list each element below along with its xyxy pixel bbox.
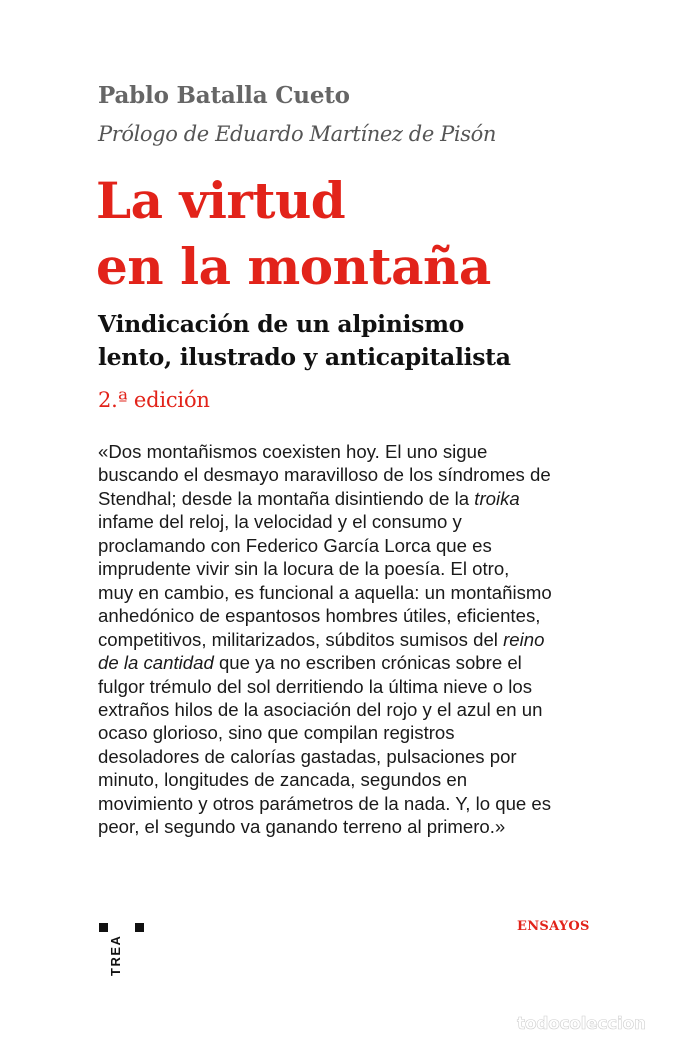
quote-line: buscando el desmayo maravilloso de los síndromes de	[98, 464, 551, 486]
quote-line: imprudente vivir sin la locura de la poesía. El otro,	[98, 558, 510, 580]
logo-square-icon	[99, 923, 108, 932]
quote-line	[98, 487, 598, 510]
quote-line: anhedónico de espantosos hombres útiles, eficientes,	[98, 605, 541, 627]
quote-line: movimiento y otros parámetros de la nada. Y, lo que es	[98, 792, 552, 814]
book-subtitle	[98, 308, 511, 374]
subtitle-line-2: lento, ilustrado y anticapitalista	[98, 343, 511, 371]
quote-line: infame del reloj, la velocidad y el consumo y	[98, 511, 462, 533]
prologue-credit: Prólogo de Eduardo Martínez de Pisón	[98, 122, 496, 146]
quote-emphasis: reino	[503, 628, 545, 650]
quote-line: extraños hilos de la asociación del rojo y el azul en un	[98, 698, 543, 720]
book-title	[96, 168, 491, 300]
title-line-1: La virtud	[96, 171, 346, 230]
quote-text: Stendhal; desde la montaña disintiendo de la	[98, 487, 475, 509]
blurb-quote	[98, 440, 598, 839]
author-name: Pablo Batalla Cueto	[98, 82, 350, 109]
publisher-logo	[97, 920, 147, 980]
quote-line: fulgor trémulo del sol derritiendo la última nieve o los	[98, 675, 533, 697]
quote-line: proclamando con Federico García Lorca que es	[98, 534, 492, 556]
quote-emphasis: de la cantidad	[98, 652, 214, 674]
quote-text: que ya no escriben crónicas sobre el	[213, 652, 522, 674]
quote-line: ocaso glorioso, sino que compilan registros	[98, 722, 455, 744]
series-label: ENSAYOS	[517, 919, 590, 934]
logo-square-icon	[135, 923, 144, 932]
title-line-2: en la montaña	[96, 237, 491, 296]
quote-text: competitivos, militarizados, súbditos sumisos del	[98, 628, 504, 650]
edition-label: 2.ª edición	[98, 388, 210, 412]
subtitle-line-1: Vindicación de un alpinismo	[98, 310, 465, 338]
quote-line: desoladores de calorías gastadas, pulsaciones por	[98, 745, 517, 767]
publisher-name: TREA	[108, 934, 123, 976]
quote-line	[98, 651, 598, 674]
quote-line: «Dos montañismos coexisten hoy. El uno sigue	[98, 441, 488, 462]
quote-line: minuto, longitudes de zancada, segundos en	[98, 769, 468, 791]
watermark: todocoleccion	[517, 1014, 646, 1034]
quote-line: peor, el segundo va ganando terreno al primero.»	[98, 816, 506, 838]
quote-emphasis: troika	[474, 487, 520, 509]
quote-line: muy en cambio, es funcional a aquella: un montañismo	[98, 581, 552, 603]
quote-line	[98, 628, 598, 651]
